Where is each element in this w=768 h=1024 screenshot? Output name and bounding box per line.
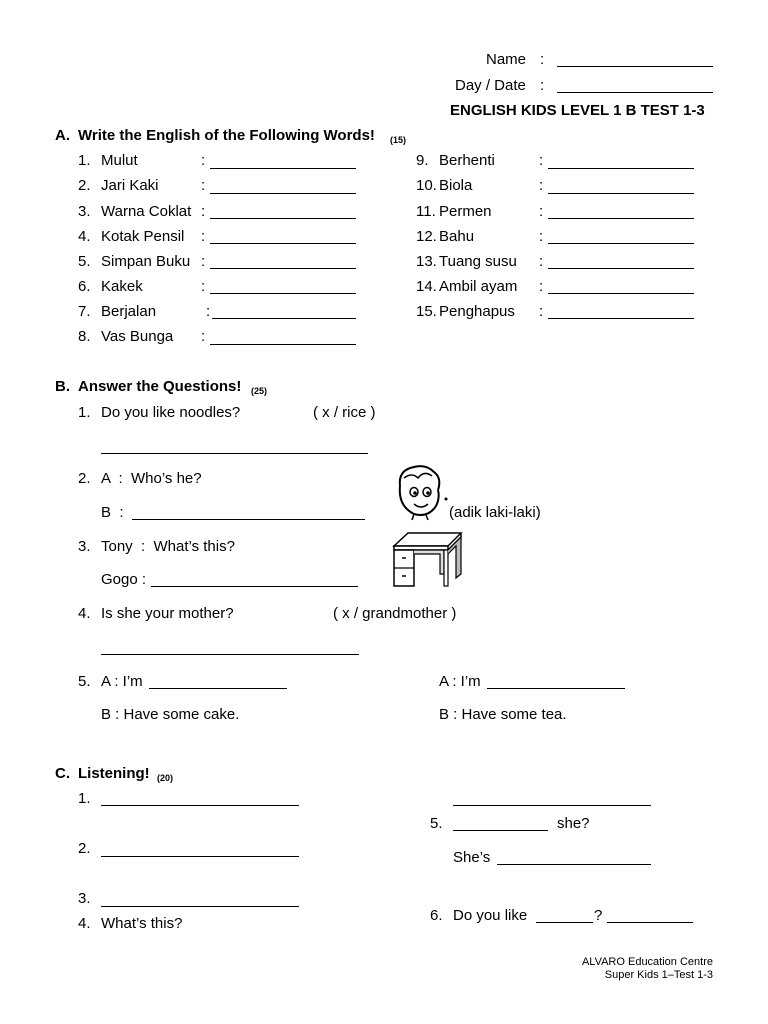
b-q5-number: 5. <box>78 673 91 690</box>
answer-line[interactable] <box>210 193 356 194</box>
c-right-top-answer-line[interactable] <box>453 805 651 806</box>
item-number: 11. <box>416 203 436 220</box>
name-label: Name <box>486 51 527 68</box>
section-c-points: (20) <box>157 773 174 783</box>
b-q3-line-b: Gogo : <box>101 571 147 588</box>
c-q3-answer-line[interactable] <box>101 906 299 907</box>
b-q5-answer-line-1[interactable] <box>149 688 287 689</box>
item-colon: : <box>539 228 544 245</box>
answer-line[interactable] <box>212 318 356 319</box>
b-q2-answer-line[interactable] <box>132 519 365 520</box>
item-word: Mulut <box>101 152 138 169</box>
answer-line[interactable] <box>548 168 694 169</box>
c-q6-blank[interactable] <box>536 922 593 923</box>
answer-line[interactable] <box>548 243 694 244</box>
item-colon: : <box>201 203 206 220</box>
item-number: 2. <box>78 177 91 194</box>
item-word: Ambil ayam <box>439 278 518 295</box>
item-word: Berjalan <box>101 303 157 320</box>
c-q1-number: 1. <box>78 790 91 807</box>
item-word: Simpan Buku <box>101 253 191 270</box>
item-number: 6. <box>78 278 91 295</box>
b-q5-a1: A : I’m <box>101 673 143 690</box>
item-number: 14. <box>416 278 437 295</box>
item-word: Permen <box>439 203 492 220</box>
footer-line-2: Super Kids 1–Test 1-3 <box>604 969 713 981</box>
item-number: 10. <box>416 177 437 194</box>
c-q4-text: What’s this? <box>101 915 183 932</box>
item-colon: : <box>201 278 206 295</box>
item-number: 8. <box>78 328 91 345</box>
c-q6-answer-line[interactable] <box>607 922 693 923</box>
b-q4-answer-line[interactable] <box>101 654 359 655</box>
b-q5-a2: A : I’m <box>439 673 481 690</box>
answer-line[interactable] <box>210 293 356 294</box>
desk-illustration <box>390 530 464 590</box>
section-a-letter: A. <box>55 127 70 144</box>
b-q1-text: Do you like noodles? <box>101 404 241 421</box>
b-q4-number: 4. <box>78 605 91 622</box>
item-number: 1. <box>78 152 91 169</box>
item-colon: : <box>539 152 544 169</box>
item-word: Tuang susu <box>439 253 517 270</box>
c-q5-answer-label: She’s <box>453 849 491 866</box>
item-number: 9. <box>416 152 429 169</box>
daydate-answer-line[interactable] <box>557 92 713 93</box>
item-number: 3. <box>78 203 91 220</box>
b-q4-hint: ( x / grandmother ) <box>333 605 457 622</box>
item-number: 12. <box>416 228 437 245</box>
answer-line[interactable] <box>548 193 694 194</box>
item-number: 7. <box>78 303 91 320</box>
answer-line[interactable] <box>548 293 694 294</box>
c-q2-answer-line[interactable] <box>101 856 299 857</box>
footer-line-1: ALVARO Education Centre <box>581 956 713 968</box>
item-colon: : <box>539 253 544 270</box>
item-colon: : <box>201 177 206 194</box>
item-number: 4. <box>78 228 91 245</box>
item-colon: : <box>201 253 206 270</box>
b-q1-number: 1. <box>78 404 91 421</box>
b-q1-answer-line[interactable] <box>101 453 368 454</box>
item-colon: : <box>539 177 544 194</box>
c-q6-number: 6. <box>430 907 443 924</box>
test-title: ENGLISH KIDS LEVEL 1 B TEST 1-3 <box>450 102 705 119</box>
item-colon: : <box>539 278 544 295</box>
c-q6-text: Do you like <box>453 907 528 924</box>
b-q1-hint: ( x / rice ) <box>313 404 376 421</box>
item-word: Berhenti <box>439 152 495 169</box>
answer-line[interactable] <box>210 243 356 244</box>
answer-line[interactable] <box>548 268 694 269</box>
section-a-title: Write the English of the Following Words! <box>78 127 375 144</box>
item-word: Penghapus <box>439 303 515 320</box>
b-q3-number: 3. <box>78 538 91 555</box>
b-q3-answer-line[interactable] <box>151 586 358 587</box>
item-colon: : <box>206 303 211 320</box>
c-q6-question-mark: ? <box>594 907 603 924</box>
section-c-title: Listening! <box>78 765 150 782</box>
b-q5-b1: B : Have some cake. <box>101 706 240 723</box>
c-q5-tail: she? <box>557 815 590 832</box>
b-q3-line-a: Tony : What’s this? <box>101 538 235 555</box>
item-number: 15. <box>416 303 437 320</box>
section-b-letter: B. <box>55 378 70 395</box>
item-word: Kakek <box>101 278 143 295</box>
section-c-letter: C. <box>55 765 70 782</box>
b-q2-line-a: A : Who’s he? <box>101 470 202 487</box>
boy-face-illustration <box>392 462 448 522</box>
b-q4-text: Is she your mother? <box>101 605 234 622</box>
b-q5-b2: B : Have some tea. <box>439 706 567 723</box>
answer-line[interactable] <box>548 218 694 219</box>
answer-line[interactable] <box>210 344 356 345</box>
item-colon: : <box>539 203 544 220</box>
b-q2-number: 2. <box>78 470 91 487</box>
name-answer-line[interactable] <box>557 66 713 67</box>
section-a-points: (15) <box>390 135 407 145</box>
item-colon: : <box>539 303 544 320</box>
c-q5-blank[interactable] <box>453 830 548 831</box>
c-q4-number: 4. <box>78 915 91 932</box>
c-q5-answer-line[interactable] <box>497 864 651 865</box>
item-word: Kotak Pensil <box>101 228 185 245</box>
item-number: 5. <box>78 253 91 270</box>
answer-line[interactable] <box>210 168 356 169</box>
daydate-colon: : <box>540 77 545 94</box>
name-colon: : <box>540 51 545 68</box>
item-word: Bahu <box>439 228 475 245</box>
item-number: 13. <box>416 253 437 270</box>
c-q1-answer-line[interactable] <box>101 805 299 806</box>
answer-line[interactable] <box>548 318 694 319</box>
answer-line[interactable] <box>210 268 356 269</box>
item-colon: : <box>201 152 206 169</box>
b-q5-answer-line-2[interactable] <box>487 688 625 689</box>
item-word: Biola <box>439 177 473 194</box>
answer-line[interactable] <box>210 218 356 219</box>
item-word: Warna Coklat <box>101 203 192 220</box>
item-colon: : <box>201 228 206 245</box>
footer <box>582 956 713 982</box>
c-q5-number: 5. <box>430 815 443 832</box>
item-word: Jari Kaki <box>101 177 159 194</box>
section-b-title: Answer the Questions! <box>78 378 242 395</box>
b-q2-line-b: B : <box>101 504 124 521</box>
c-q2-number: 2. <box>78 840 91 857</box>
item-word: Vas Bunga <box>101 328 174 345</box>
section-b-points: (25) <box>251 386 268 396</box>
c-q3-number: 3. <box>78 890 91 907</box>
item-colon: : <box>201 328 206 345</box>
b-q2-hint: (adik laki-laki) <box>449 504 541 521</box>
daydate-label: Day / Date <box>455 77 526 94</box>
